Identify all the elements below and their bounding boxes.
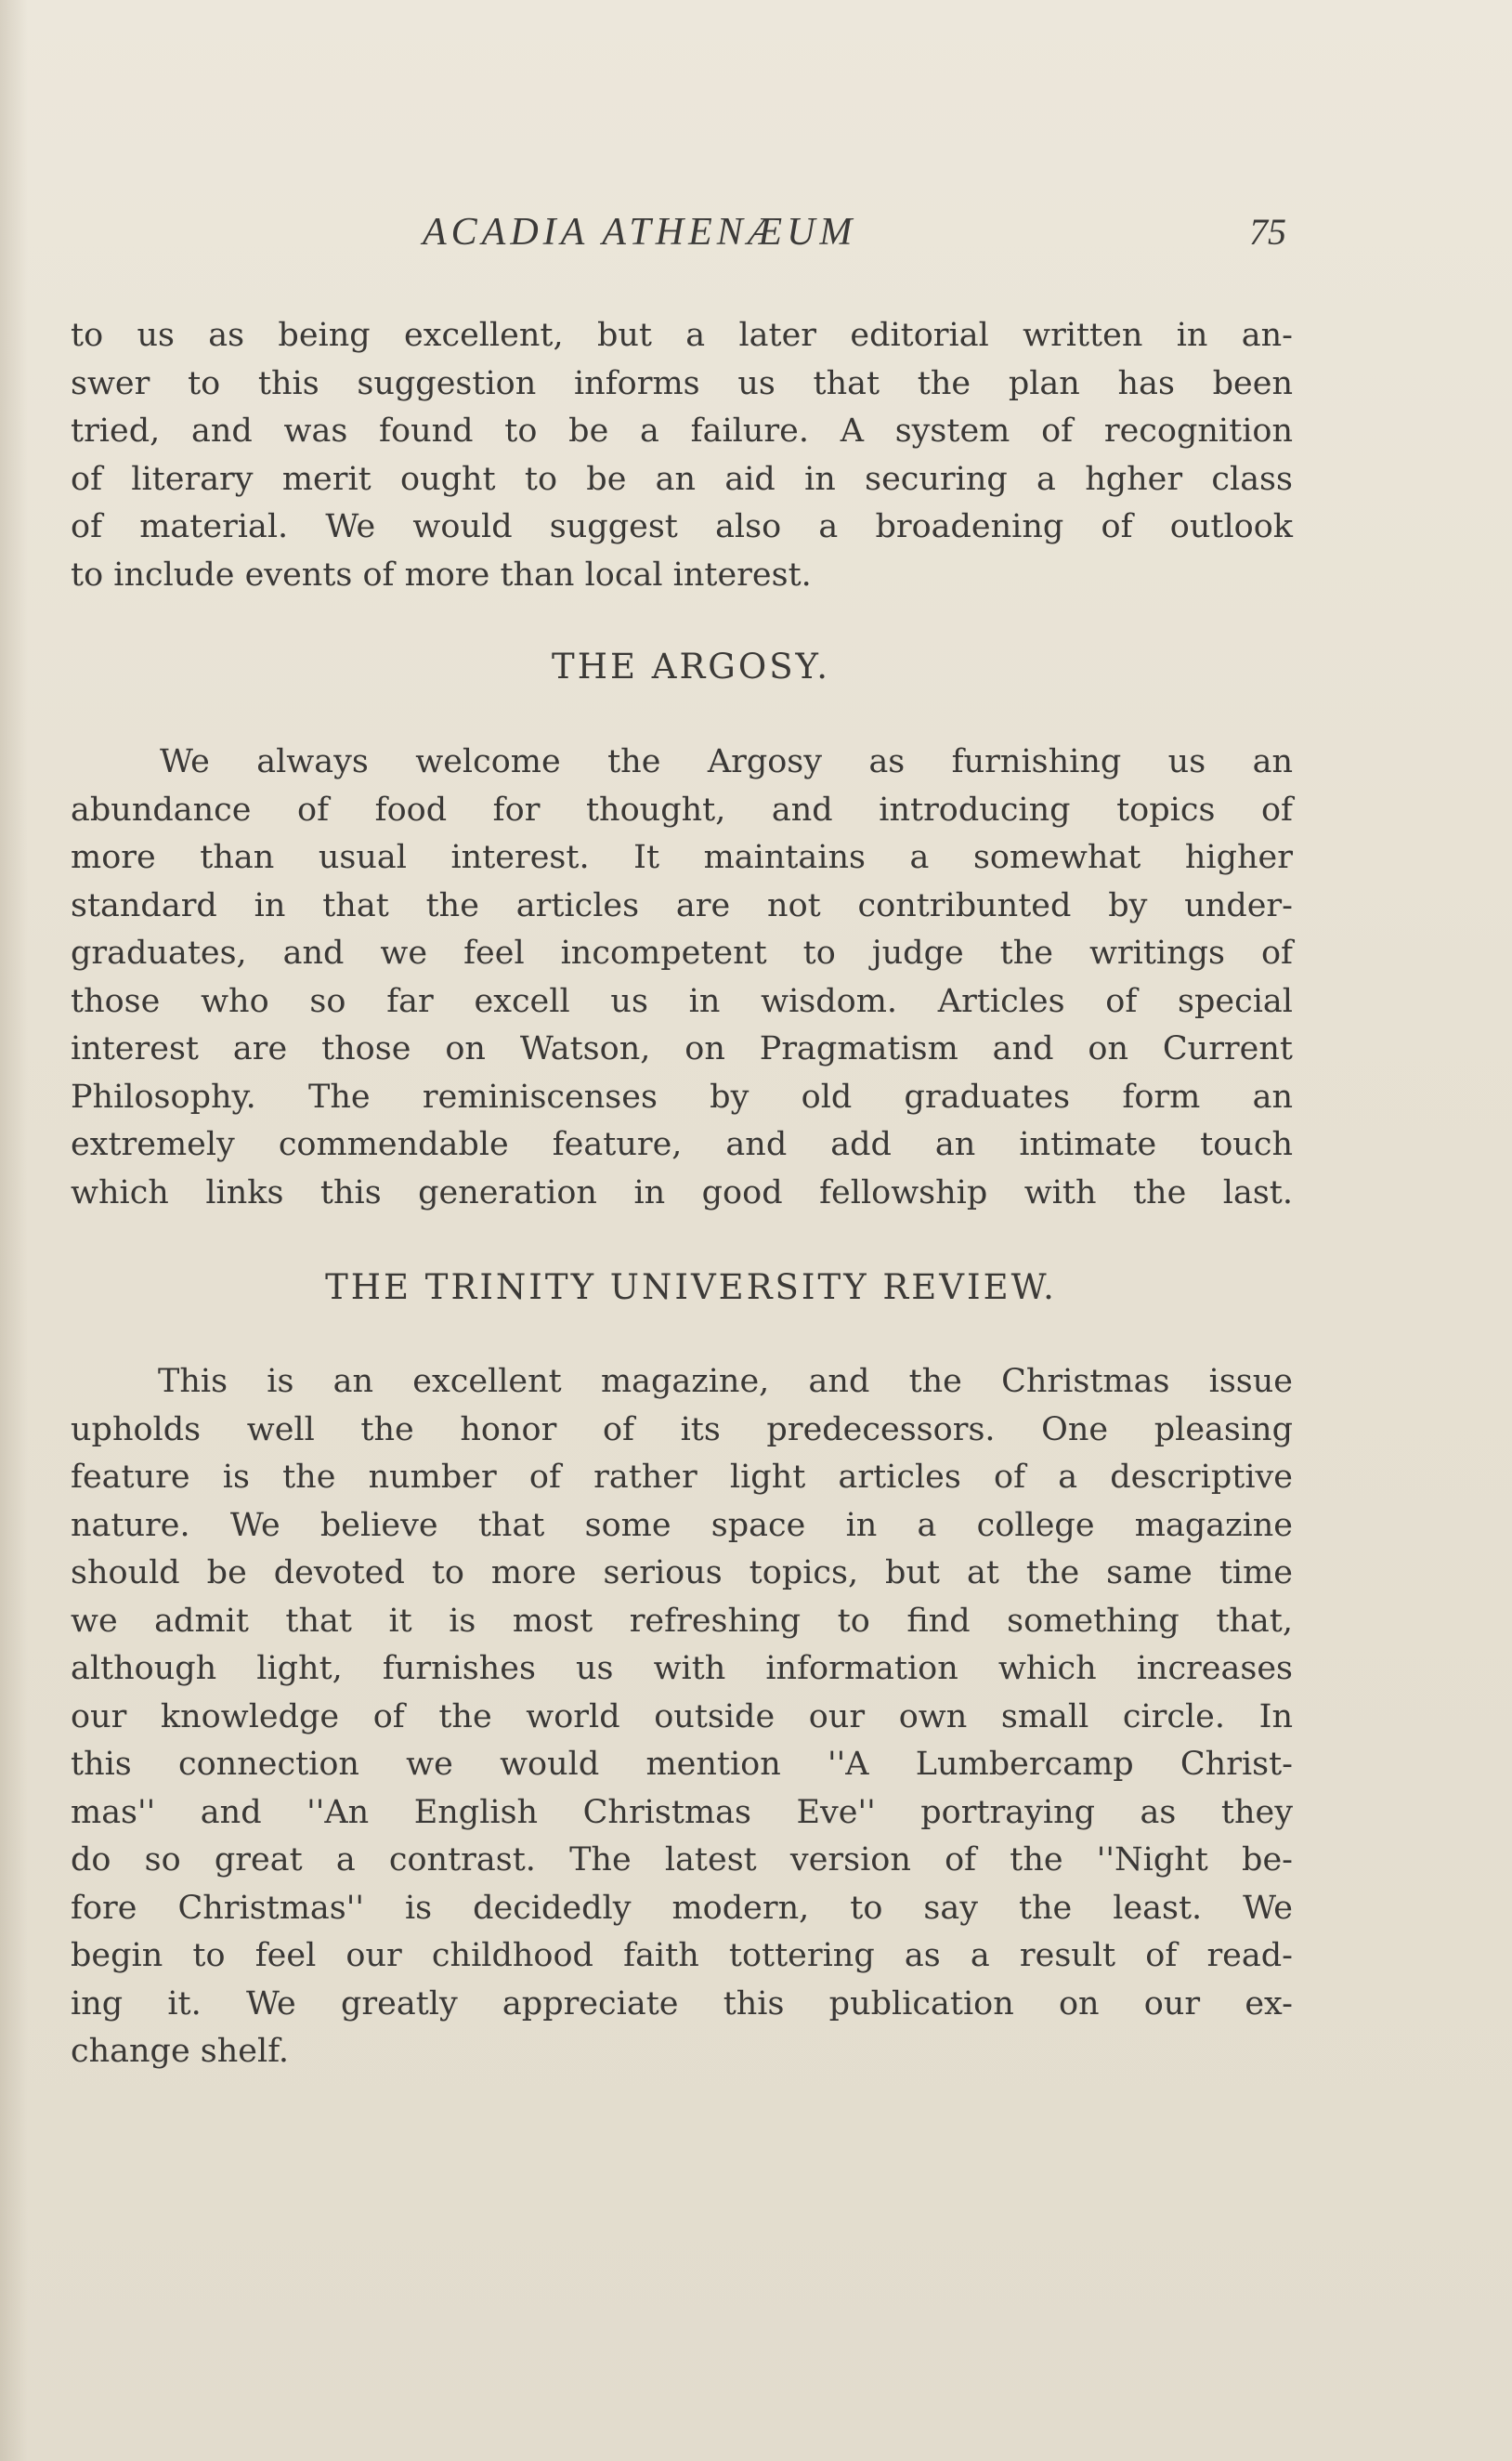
- text-line: more than usual interest. It maintains a somewhat higher: [71, 839, 1293, 876]
- section-heading-argosy: THE ARGOSY.: [552, 647, 830, 687]
- text-line: tried, and was found to be a failure. A system of recognition: [71, 412, 1293, 450]
- text-line: although light, furnishes us with information which increases: [71, 1650, 1293, 1687]
- text-line: We always welcome the Argosy as furnishing us an: [160, 743, 1293, 780]
- text-line: of material. We would suggest also a broadening of outlook: [71, 508, 1293, 545]
- section-heading-trinity: THE TRINITY UNIVERSITY REVIEW.: [325, 1267, 1057, 1307]
- text-line: mas'' and ''An English Christmas Eve'' portraying as they: [71, 1793, 1293, 1831]
- text-line: interest are those on Watson, on Pragmatism and on Current: [71, 1030, 1293, 1067]
- text-line: ing it. We greatly appreciate this publication on our ex-: [71, 1984, 1293, 2022]
- text-line: should be devoted to more serious topics, but at the same time: [71, 1554, 1293, 1591]
- intro-paragraph: [71, 312, 1293, 599]
- text-line: swer to this suggestion informs us that the plan has been: [71, 364, 1293, 402]
- text-line: feature is the number of rather light articles of a descriptive: [71, 1459, 1293, 1496]
- text-line: our knowledge of the world outside our own small circle. In: [71, 1697, 1293, 1735]
- text-line: to include events of more than local interest.: [71, 556, 812, 594]
- trinity-paragraph: [71, 1358, 1293, 2076]
- text-line: upholds well the honor of its predecessors. One pleasing: [71, 1410, 1293, 1448]
- text-line: extremely commendable feature, and add an intimate touch: [71, 1126, 1293, 1163]
- text-line: we admit that it is most refreshing to find something that,: [71, 1602, 1293, 1640]
- text-line: which links this generation in good fellowship with the last.: [71, 1173, 1293, 1211]
- text-line: do so great a contrast. The latest version of the ''Night be-: [71, 1841, 1293, 1878]
- argosy-paragraph: [71, 739, 1293, 1217]
- text-line: Philosophy. The reminiscenses by old graduates form an: [71, 1078, 1293, 1116]
- running-title: ACADIA ATHENÆUM: [423, 211, 857, 254]
- text-line: begin to feel our childhood faith tottering as a result of read-: [71, 1937, 1293, 1974]
- text-line: change shelf.: [71, 2033, 290, 2070]
- text-line: standard in that the articles are not contribunted by under-: [71, 886, 1293, 924]
- text-line: abundance of food for thought, and introducing topics of: [71, 791, 1293, 829]
- text-line: graduates, and we feel incompetent to judge the writings of: [71, 935, 1293, 972]
- text-line: fore Christmas'' is decidedly modern, to say the least. We: [71, 1889, 1293, 1927]
- page-number: 75: [1249, 211, 1286, 253]
- text-line: nature. We believe that some space in a college magazine: [71, 1506, 1293, 1544]
- text-line: this connection we would mention ''A Lumbercamp Christ-: [71, 1746, 1293, 1783]
- text-line: to us as being excellent, but a later editorial written in an-: [71, 317, 1293, 354]
- text-line: those who so far excell us in wisdom. Articles of special: [71, 982, 1293, 1020]
- text-line: This is an excellent magazine, and the Christmas issue: [158, 1363, 1293, 1400]
- text-line: of literary merit ought to be an aid in securing a hgher class: [71, 460, 1293, 498]
